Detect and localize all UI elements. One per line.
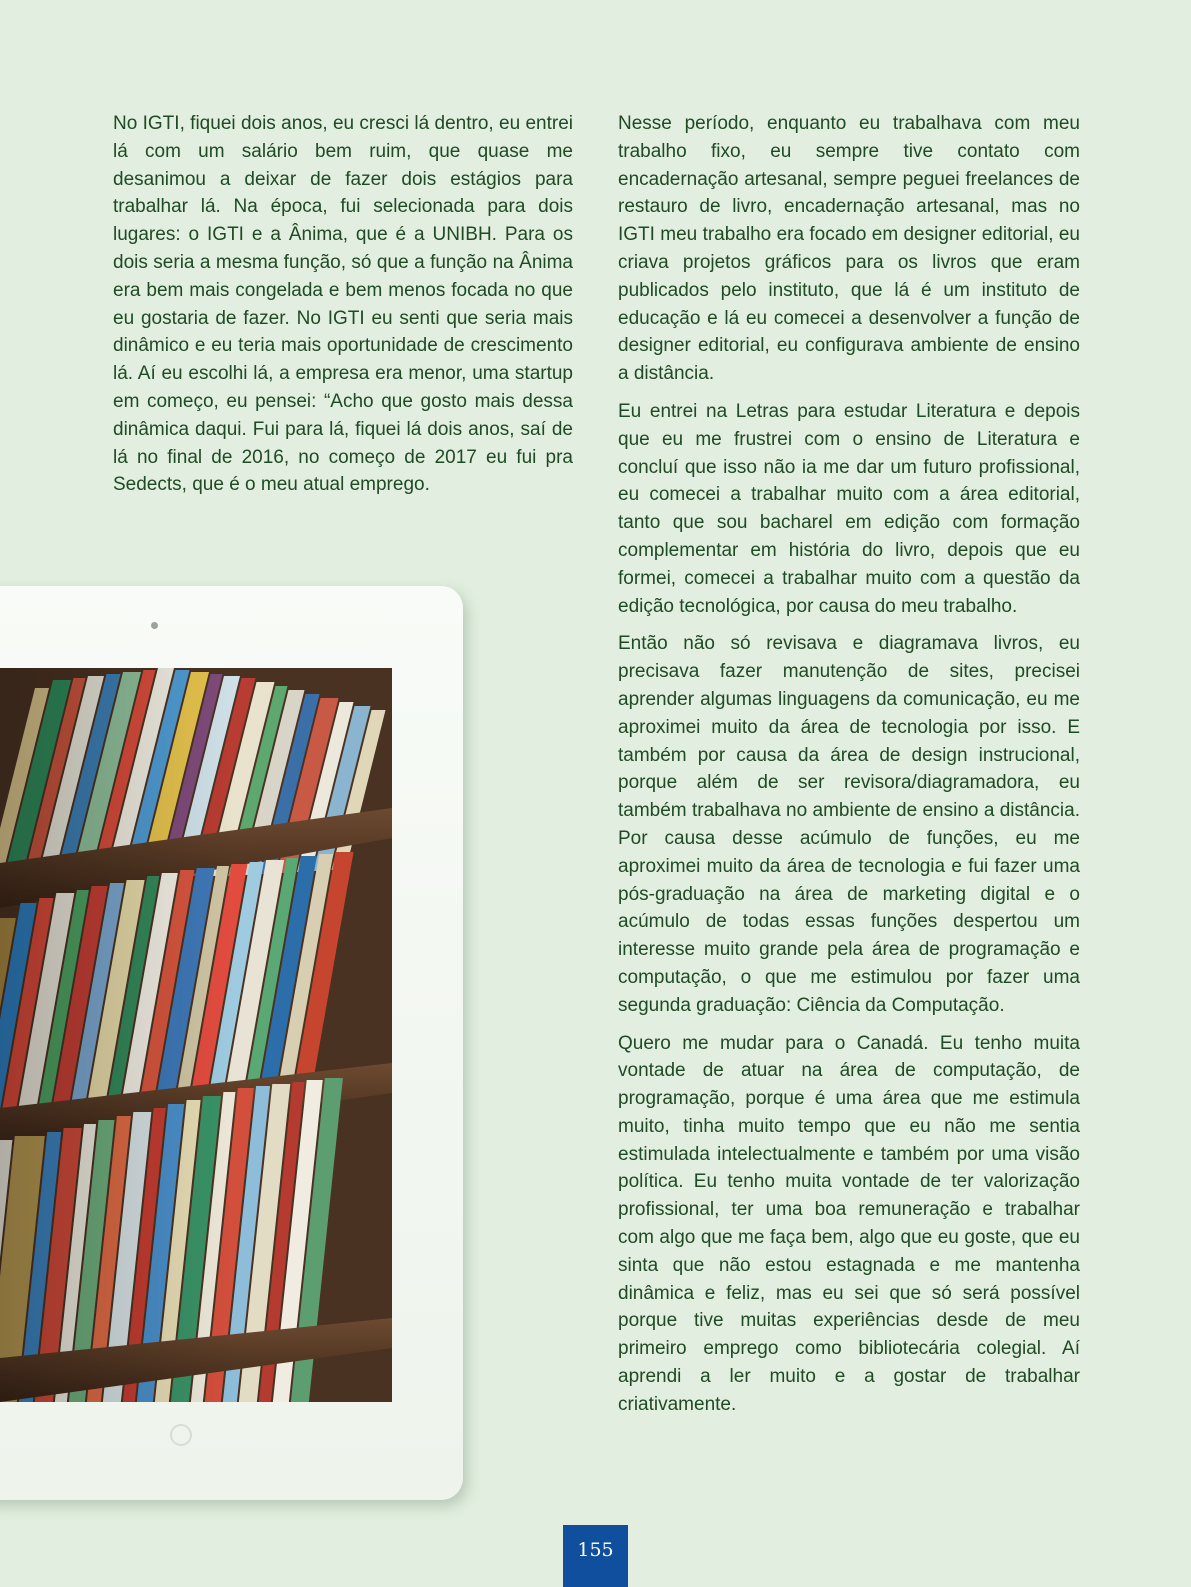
paragraph: Eu entrei na Letras para estudar Literatura e depois que eu me frustrei com o ensino de Literatura e concluí que isso não ia me dar um futuro profissional, eu comecei a trabalhar muito com a área editorial, tanto que sou bacharel em edição com formação complementar em história do livro, depois que eu formei, comecei a trabalhar muito com a questão da edição tecnológica, por causa do meu trabalho. <box>618 400 1080 617</box>
paragraph: No IGTI, fiquei dois anos, eu cresci lá dentro, eu entrei lá com um salário bem ruim, que quase me desanimou a deixar de fazer dois estágios para trabalhar lá. Na época, fui selecionada para dois lugares: o IGTI e a Ânima, que é a UNIBH. Para os dois seria a mesma função, só que a função na Ânima era bem mais congelada e bem menos focada no que eu gostaria de fazer. No IGTI eu senti que seria mais dinâmico e eu teria mais oportunidade de crescimento lá. Aí eu escolhi lá, a empresa era menor, uma startup em começo, eu pensei: “Acho que gosto mais dessa dinâmica daqui. Fui para lá, fiquei lá dois anos, saí de lá no final de 2016, no começo de 2017 eu fui pra Sedects, que é o meu atual emprego. <box>113 113 573 496</box>
paragraph: Nesse período, enquanto eu trabalhava com meu trabalho fixo, eu sempre tive contato com encadernação artesanal, sempre peguei freelances de restauro de livro, encadernação artesanal, mas no IGTI meu trabalho era focado em designer editorial, eu criava projetos gráficos para os livros que eram publicados pelo instituto, que lá é um instituto de educação e lá eu comecei a desenvolver a função de designer editorial, eu configurava ambiente de ensino a distância. <box>618 113 1080 385</box>
page-number-text: 155 <box>577 1539 614 1561</box>
bookshelf-image <box>0 668 392 1402</box>
left-column <box>113 110 573 509</box>
camera-icon <box>151 622 158 629</box>
tablet-illustration <box>0 586 463 1500</box>
page-number <box>563 1525 628 1587</box>
right-column <box>618 110 1080 1429</box>
home-button-icon <box>170 1424 192 1446</box>
paragraph: Então não só revisava e diagramava livros, eu precisava fazer manutenção de sites, precisei aprender algumas linguagens da comunicação, eu me aproximei muito da área de tecnologia por isso. E também por causa da área de design instrucional, porque além de ser revisora/diagramadora, eu também trabalhava no ambiente de ensino a distância. Por causa desse acúmulo de funções, eu me aproximei muito da área de tecnologia e fui fazer uma pós-graduação na área de marketing digital e o acúmulo de todas essas funções despertou um interesse muito grande pela área de programação e computação, o que me estimulou por fazer uma segunda graduação: Ciência da Computação. <box>618 633 1080 1016</box>
paragraph: Quero me mudar para o Canadá. Eu tenho muita vontade de atuar na área de computação, de programação, porque é uma área que me estimula muito, tinha muito tempo que eu não me sentia estimulada intelectualmente e também por uma visão política. Eu tenho muita vontade de ter valorização profissional, ter uma boa remuneração e trabalhar com algo que me faça bem, algo que eu goste, que eu sinta que não estou estagnada e me mantenha dinâmica e feliz, mas eu sei que só será possível porque tive muitas experiências desde de meu primeiro emprego como bibliotecária colegial. Aí aprendi a ler muito e a gostar de trabalhar criativamente. <box>618 1032 1080 1415</box>
